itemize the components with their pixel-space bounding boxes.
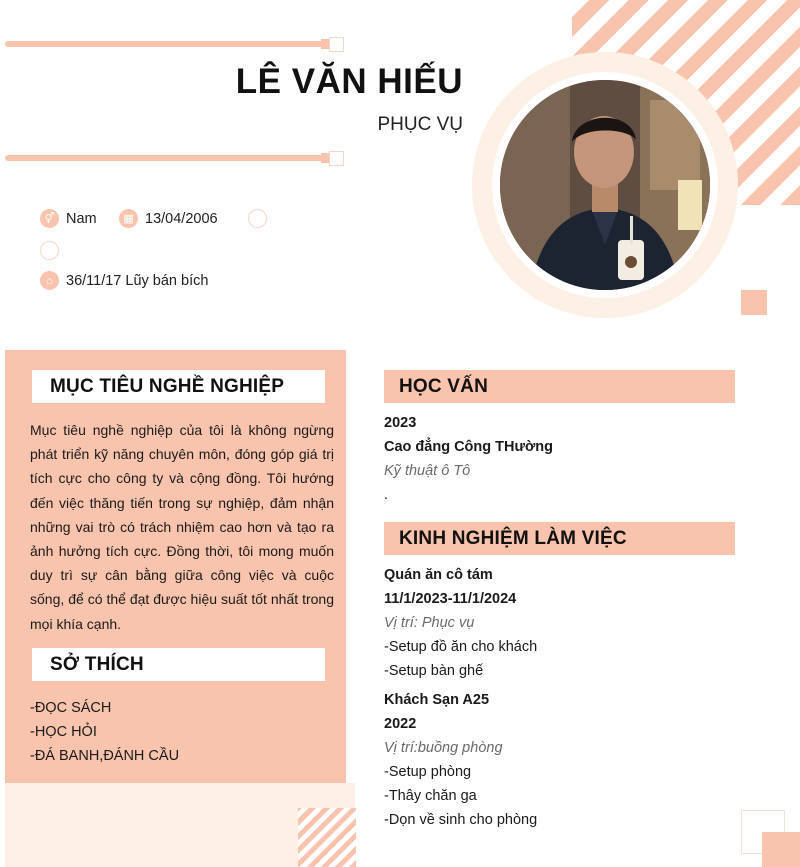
job-task: -Setup bàn ghế (384, 663, 484, 679)
experience-title: KINH NGHIỆM LÀM VIỆC (384, 522, 735, 555)
header-line-top (5, 41, 327, 47)
candidate-name: LÊ VĂN HIẾU (235, 62, 463, 101)
job-period: 11/1/2023-11/1/2024 (384, 591, 517, 607)
header-line-bottom (5, 155, 327, 161)
education-title: HỌC VẤN (384, 370, 735, 403)
education-school: Cao đẳng Công THường (384, 439, 554, 455)
job-task: -Setup phòng (384, 764, 472, 780)
hobby-item: -ĐÁ BANH,ĐÁNH CẦU (30, 748, 180, 764)
decor-square-right (741, 290, 767, 315)
home-icon: ⌂ (40, 271, 59, 290)
info-gender (40, 209, 97, 228)
birthdate-value: 13/04/2006 (145, 210, 218, 227)
info-phone (248, 209, 274, 228)
info-address (40, 271, 208, 290)
education-note: . (384, 487, 389, 503)
avatar (500, 80, 710, 290)
job-task: -Thây chăn ga (384, 788, 477, 804)
job-title: PHỤC VỤ (377, 114, 463, 135)
gender-value: Nam (66, 210, 97, 227)
education-major: Kỹ thuật ô Tô (384, 463, 471, 479)
decor-square-bottom (762, 832, 800, 867)
email-icon (40, 241, 59, 260)
info-email (40, 241, 66, 260)
header-line-top-end (329, 37, 344, 52)
address-value: 36/11/17 Lũy bán bích (66, 272, 209, 289)
job-position: Vị trí: Phục vụ (384, 615, 475, 631)
header-line-bottom-end (329, 151, 344, 166)
hobbies-title: SỞ THÍCH (32, 648, 325, 681)
objective-title: MỤC TIÊU NGHỀ NGHIỆP (32, 370, 325, 403)
education-year: 2023 (384, 415, 417, 431)
job-period: 2022 (384, 716, 417, 732)
stripes-decoration-bottom (298, 808, 356, 867)
job-company: Quán ăn cô tám (384, 567, 493, 583)
calendar-icon: ▦ (119, 209, 138, 228)
phone-icon (248, 209, 267, 228)
job-company: Khách Sạn A25 (384, 692, 490, 708)
hobby-item: -ĐỌC SÁCH (30, 700, 112, 716)
header-line-bottom-knob (321, 153, 329, 163)
job-position: Vị trí:buồng phòng (384, 740, 503, 756)
objective-text: Mục tiêu nghề nghiệp của tôi là không ngừng phát triển kỹ năng chuyên môn, đóng góp giá trị tích cực cho công ty và cộng đồng. Tôi hướng đến việc thăng tiến trong sự nghiệp, đảm nhận những vai trò có trách nhiệm cao hơn và tạo ra ảnh hưởng tích cực. Đồng thời, tôi mong muốn duy trì sự cân bằng giữa công việc và cuộc sống, để có thể đạt được hiệu suất tốt nhất trong mọi khía cạnh. (30, 422, 334, 632)
info-birthdate (119, 209, 218, 228)
gender-icon: ⚥ (40, 209, 59, 228)
header-line-top-knob (321, 39, 329, 49)
job-task: -Dọn về sinh cho phòng (384, 812, 538, 828)
job-task: -Setup đồ ăn cho khách (384, 639, 538, 655)
hobby-item: -HỌC HỎI (30, 724, 97, 740)
avatar-photo-illustration (500, 80, 710, 290)
